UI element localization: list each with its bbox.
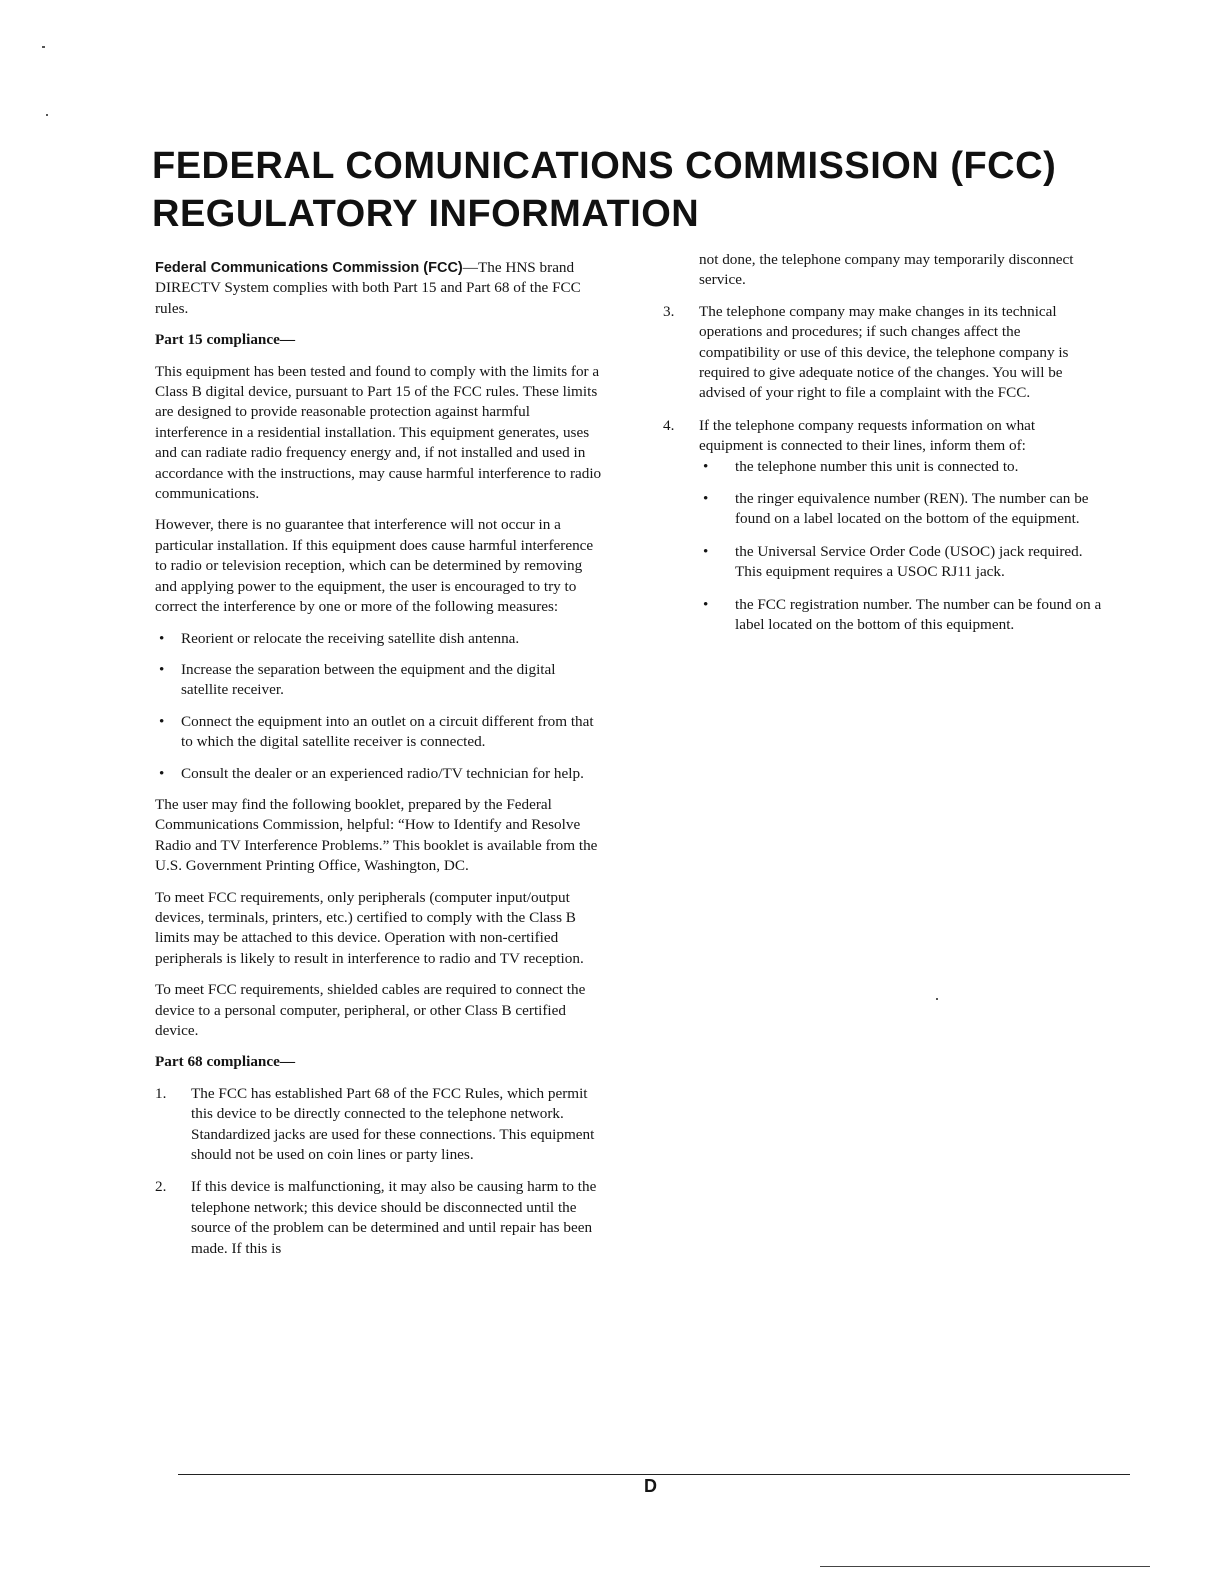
scan-speck xyxy=(42,46,45,48)
intro-text: —The HNS brand DIRECTV System complies with both Part 15 and Part 68 of the FCC rules. xyxy=(155,259,581,317)
part68-list-continued xyxy=(663,302,1103,636)
page-title xyxy=(152,142,1056,238)
part68-heading: Part 68 compliance— xyxy=(155,1053,296,1071)
part15-heading: Part 15 compliance— xyxy=(155,331,296,349)
list-item: • Increase the separation between the equipment and the digital satellite receiver. xyxy=(159,660,556,699)
part68-list xyxy=(155,1084,605,1259)
list-item: • Reorient or relocate the receiving satellite dish antenna. xyxy=(155,629,605,649)
bullet-icon: • xyxy=(703,595,709,613)
part15-paragraph-5: To meet FCC requirements, shielded cables are required to connect the device to a personal computer, peripheral, or other Class B certified device. xyxy=(155,981,586,1039)
measures-list xyxy=(155,629,605,784)
page-number: D xyxy=(644,1476,657,1496)
intro-paragraph xyxy=(155,258,605,319)
title-line-1: FEDERAL COMUNICATIONS COMMISSION (FCC) xyxy=(152,145,1057,187)
part15-paragraph-2: However, there is no guarantee that interference will not occur in a particular installation. If this equipment does cause harmful interference to radio or television reception, which can be determined by removing and applying power to the equipment, the user is encouraged to try to correct the interference by one or more of the following measures: xyxy=(155,516,594,616)
left-column xyxy=(155,258,605,1271)
bullet-icon: • xyxy=(159,629,165,647)
scan-speck xyxy=(46,114,48,116)
bullet-icon: • xyxy=(159,660,165,678)
footer-divider xyxy=(178,1474,1130,1475)
list-item: • the Universal Service Order Code (USOC) jack required. This equipment requires a USOC RJ11 jack. xyxy=(703,542,1083,581)
bullet-icon: • xyxy=(159,764,165,782)
part15-paragraph-4: To meet FCC requirements, only peripherals (computer input/output devices, terminals, printers, etc.) certified to comply with the Class B limits may be attached to this device. Operation with non-certified peripherals is likely to result in interference to radio and TV reception. xyxy=(155,888,584,967)
bullet-icon: • xyxy=(159,712,165,730)
title-line-2: REGULATORY INFORMATION xyxy=(152,193,700,235)
bullet-icon: • xyxy=(703,542,709,560)
inform-list xyxy=(699,457,1103,636)
intro-heading: Federal Communications Commission (FCC) xyxy=(155,260,463,276)
list-item: 1. The FCC has established Part 68 of the FCC Rules, which permit this device to be directly connected to the telephone network. Standardized jacks are used for these connections. This equipment should not be used on coin lines or party lines. xyxy=(155,1084,595,1164)
list-item: 2. If this device is malfunctioning, it may also be causing harm to the telephone network; this device should be disconnected until the source of the problem can be determined and until repair has been made. If this is xyxy=(155,1178,597,1257)
list-item: • Consult the dealer or an experienced radio/TV technician for help. xyxy=(155,764,605,784)
part15-paragraph-1: This equipment has been tested and found to comply with the limits for a Class B digital device, pursuant to Part 15 of the FCC rules. These limits are designed to provide reasonable protection against harmful interference in a residential installation. This equipment generates, uses and can radiate radio frequency energy and, if not installed and used in accordance with the instructions, may cause harmful interference to radio communications. xyxy=(155,362,602,503)
list-item: • Connect the equipment into an outlet on a circuit different from that to which the digital satellite receiver is connected. xyxy=(159,712,594,751)
list-item: 4. If the telephone company requests information on what equipment is connected to their lines, inform them of: • the telephone number this unit is connected to. • the ringer equivalence number (REN). The number can be found on a label located on the bottom of the equipment. • the Universal Service Order Code (USOC) jack required. This equipment requires a USOC RJ11 jack. • the FCC registration number. The number can be found on a label located on the bottom of this equipment. xyxy=(663,416,1103,636)
item2-continuation: not done, the telephone company may temporarily disconnect service. xyxy=(699,251,1074,289)
scan-speck xyxy=(936,998,938,1000)
list-item: • the ringer equivalence number (REN). The number can be found on a label located on the bottom of the equipment. xyxy=(703,490,1089,528)
right-column xyxy=(663,250,1103,648)
part15-paragraph-3: The user may find the following booklet, prepared by the Federal Communications Commission, helpful: “How to Identify and Resolve Radio and TV Interference Problems.” This booklet is available from the U.S. Government Printing Office, Washington, DC. xyxy=(155,795,598,875)
bullet-icon: • xyxy=(703,457,709,475)
bullet-icon: • xyxy=(703,490,709,508)
bottom-divider xyxy=(820,1566,1150,1567)
list-item: 3. The telephone company may make changes in its technical operations and procedures; if such changes affect the compatibility or use of this device, the telephone company is required to give adequate notice of the changes. You will be advised of your right to file a complaint with the FCC. xyxy=(663,302,1069,402)
list-item: • the FCC registration number. The number can be found on a label located on the bottom of this equipment. xyxy=(703,595,1102,634)
list-item: • the telephone number this unit is connected to. xyxy=(699,457,1103,477)
